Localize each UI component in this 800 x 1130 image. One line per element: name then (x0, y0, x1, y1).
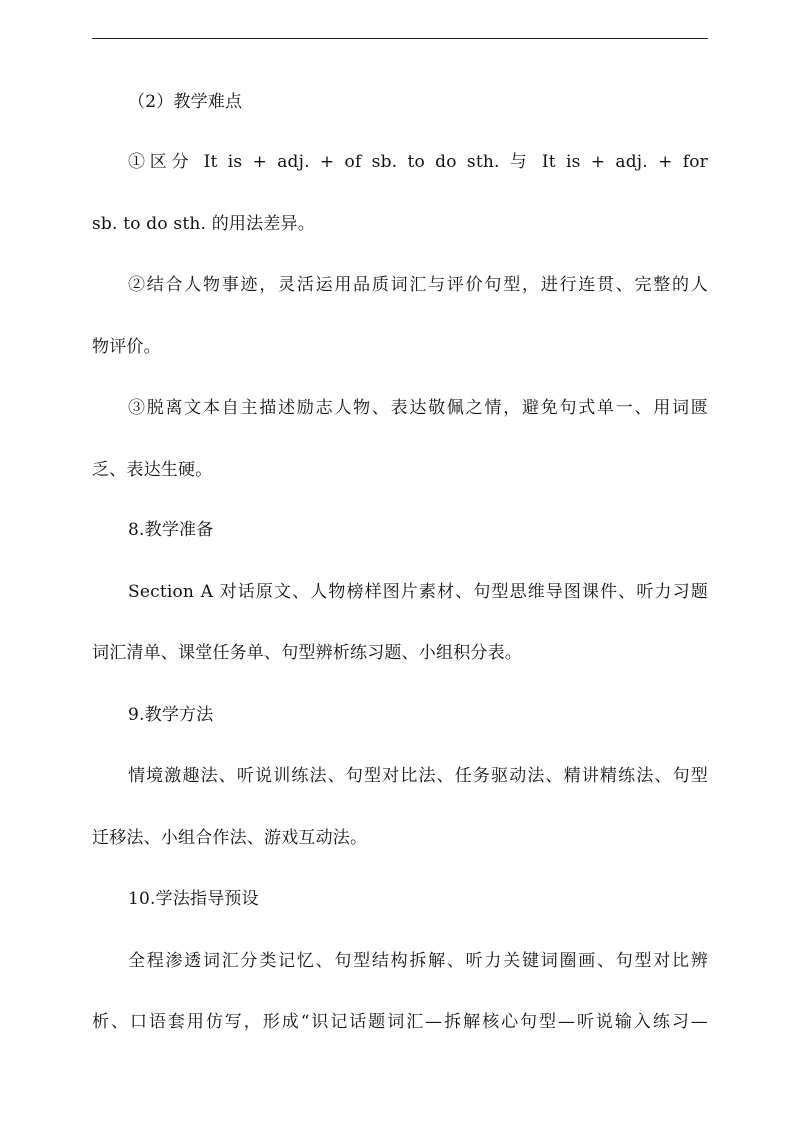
paragraph-line: 物评价。 (92, 337, 161, 357)
paragraph-line: sb. to do sth. 的用法差异。 (92, 214, 315, 234)
paragraph-line: ①区分 It is + adj. + of sb. to do sth. 与 It is + adj. + for (128, 152, 708, 172)
heading-learning-guidance: 10.学法指导预设 (128, 889, 259, 909)
paragraph-line: ③脱离文本自主描述励志人物、表达敬佩之情，避免句式单一、用词匮 (128, 398, 708, 418)
paragraph-line: 词汇清单、课堂任务单、句型辨析练习题、小组积分表。 (92, 643, 522, 663)
paragraph-line: Section A 对话原文、人物榜样图片素材、句型思维导图课件、听力习题 (128, 582, 708, 602)
paragraph-line: 迁移法、小组合作法、游戏互动法。 (92, 828, 368, 848)
heading-teaching-difficulties: （2）教学难点 (128, 92, 243, 112)
heading-teaching-methods: 9.教学方法 (128, 705, 214, 725)
header-rule (92, 38, 708, 39)
paragraph-line: 全程渗透词汇分类记忆、句型结构拆解、听力关键词圈画、句型对比辨 (128, 951, 708, 971)
paragraph-line: 乏、表达生硬。 (92, 460, 213, 480)
heading-teaching-preparation: 8.教学准备 (128, 520, 214, 540)
paragraph-line: 析、口语套用仿写，形成“识记话题词汇—拆解核心句型—听说输入练习— (92, 1012, 708, 1032)
paragraph-line: ②结合人物事迹，灵活运用品质词汇与评价句型，进行连贯、完整的人 (128, 275, 708, 295)
paragraph-line: 情境激趣法、听说训练法、句型对比法、任务驱动法、精讲精练法、句型 (128, 766, 708, 786)
